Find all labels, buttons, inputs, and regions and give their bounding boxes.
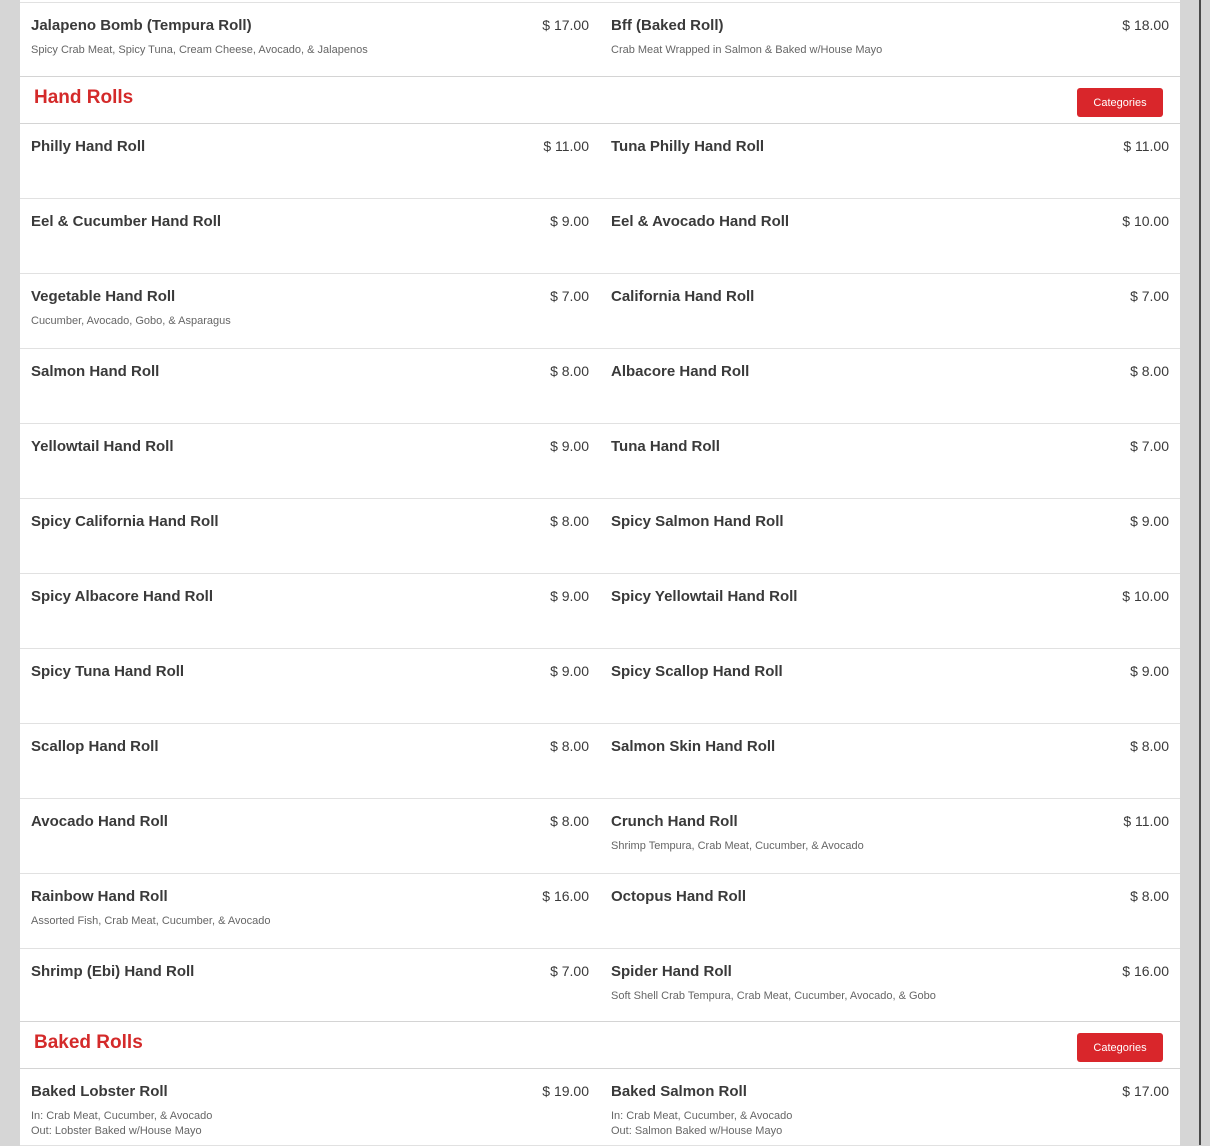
menu-item-price: $ 7.00 bbox=[1130, 438, 1169, 454]
menu-item-price: $ 10.00 bbox=[1122, 213, 1169, 229]
menu-item-name: Jalapeno Bomb (Tempura Roll) bbox=[31, 17, 252, 34]
menu-item[interactable] bbox=[20, 199, 600, 274]
menu-item[interactable] bbox=[20, 349, 600, 424]
hand-rolls-items bbox=[20, 124, 1180, 1024]
menu-item-price: $ 9.00 bbox=[1130, 513, 1169, 529]
menu-item-price: $ 16.00 bbox=[1122, 963, 1169, 979]
menu-item-description bbox=[611, 1109, 792, 1139]
menu-item-name: Vegetable Hand Roll bbox=[31, 288, 176, 305]
menu-item-description bbox=[31, 43, 368, 58]
menu-item[interactable] bbox=[20, 799, 600, 874]
menu-item-name: Baked Salmon Roll bbox=[611, 1083, 747, 1100]
menu-item-name: Salmon Hand Roll bbox=[31, 363, 160, 380]
section-title: Baked Rolls bbox=[34, 1032, 143, 1053]
menu-item[interactable] bbox=[600, 424, 1180, 499]
menu-item[interactable] bbox=[600, 199, 1180, 274]
menu-item[interactable] bbox=[20, 424, 600, 499]
menu-item-description-line: In: Crab Meat, Cucumber, & Avocado bbox=[31, 1110, 213, 1122]
menu-item-price: $ 17.00 bbox=[1122, 1083, 1169, 1099]
menu-item-price: $ 9.00 bbox=[550, 663, 589, 679]
menu-item[interactable] bbox=[600, 1069, 1180, 1146]
menu-item-name: Crunch Hand Roll bbox=[611, 813, 738, 830]
menu-item-description-line: Out: Salmon Baked w/House Mayo bbox=[611, 1125, 783, 1137]
menu-item-price: $ 8.00 bbox=[550, 738, 589, 754]
menu-item-name: Tuna Philly Hand Roll bbox=[611, 138, 765, 155]
menu-item[interactable] bbox=[600, 574, 1180, 649]
menu-item-description bbox=[31, 914, 270, 929]
menu-item[interactable] bbox=[20, 574, 600, 649]
menu-item-name: Spicy Tuna Hand Roll bbox=[31, 663, 185, 680]
menu-item[interactable] bbox=[600, 724, 1180, 799]
categories-button[interactable]: Categories bbox=[1077, 1033, 1163, 1062]
page-edge-divider bbox=[1199, 0, 1201, 1145]
menu-item-price: $ 11.00 bbox=[1123, 138, 1169, 154]
menu-item-price: $ 8.00 bbox=[1130, 363, 1169, 379]
menu-item-price: $ 8.00 bbox=[550, 363, 589, 379]
menu-item-name: California Hand Roll bbox=[611, 288, 755, 305]
menu-item-name: Spicy Yellowtail Hand Roll bbox=[611, 588, 798, 605]
menu-item[interactable] bbox=[20, 874, 600, 949]
menu-item-description-line: Spicy Crab Meat, Spicy Tuna, Cream Cheese, Avocado, & Jalapenos bbox=[31, 44, 368, 56]
menu-item-description-line: In: Crab Meat, Cucumber, & Avocado bbox=[611, 1110, 793, 1122]
menu-item[interactable] bbox=[20, 1069, 600, 1146]
menu-item-name: Bff (Baked Roll) bbox=[611, 17, 724, 34]
menu-item-name: Spicy California Hand Roll bbox=[31, 513, 219, 530]
menu-item-name: Avocado Hand Roll bbox=[31, 813, 168, 830]
menu-item-name: Tuna Hand Roll bbox=[611, 438, 720, 455]
menu-item-description-line: Assorted Fish, Crab Meat, Cucumber, & Avocado bbox=[31, 915, 271, 927]
menu-item-price: $ 16.00 bbox=[542, 888, 589, 904]
hand-rolls-header bbox=[20, 76, 1180, 124]
menu-item-price: $ 8.00 bbox=[550, 813, 589, 829]
menu-item-description-line: Shrimp Tempura, Crab Meat, Cucumber, & Avocado bbox=[611, 840, 864, 852]
menu-item[interactable] bbox=[20, 3, 600, 77]
menu-item[interactable] bbox=[20, 274, 600, 349]
menu-item-price: $ 19.00 bbox=[542, 1083, 589, 1099]
menu-item-description bbox=[611, 989, 936, 1004]
menu-item-price: $ 9.00 bbox=[550, 213, 589, 229]
menu-item-price: $ 7.00 bbox=[1130, 288, 1169, 304]
menu-item-price: $ 9.00 bbox=[550, 588, 589, 604]
menu-item-price: $ 8.00 bbox=[1130, 738, 1169, 754]
menu-item-description bbox=[31, 1109, 212, 1139]
categories-button[interactable]: Categories bbox=[1077, 88, 1163, 117]
baked-rolls-items bbox=[20, 1069, 1180, 1146]
menu-item-name: Salmon Skin Hand Roll bbox=[611, 738, 776, 755]
menu-panel bbox=[20, 0, 1180, 1145]
menu-item-description bbox=[31, 314, 231, 329]
menu-item[interactable] bbox=[600, 874, 1180, 949]
menu-item-name: Philly Hand Roll bbox=[31, 138, 146, 155]
menu-item-description bbox=[611, 43, 882, 58]
menu-item-price: $ 11.00 bbox=[543, 138, 589, 154]
menu-item[interactable] bbox=[600, 499, 1180, 574]
menu-item-name: Rainbow Hand Roll bbox=[31, 888, 168, 905]
menu-item-name: Baked Lobster Roll bbox=[31, 1083, 168, 1100]
menu-item-description-line: Out: Lobster Baked w/House Mayo bbox=[31, 1125, 202, 1137]
menu-item-name: Yellowtail Hand Roll bbox=[31, 438, 174, 455]
menu-item[interactable] bbox=[600, 3, 1180, 77]
menu-item[interactable] bbox=[600, 349, 1180, 424]
menu-item[interactable] bbox=[20, 949, 600, 1024]
baked-rolls-header bbox=[20, 1021, 1180, 1069]
menu-item-name: Spicy Albacore Hand Roll bbox=[31, 588, 213, 605]
menu-item-description-line: Crab Meat Wrapped in Salmon & Baked w/House Mayo bbox=[611, 44, 883, 56]
menu-item[interactable] bbox=[20, 499, 600, 574]
menu-item-name: Eel & Avocado Hand Roll bbox=[611, 213, 790, 230]
menu-item-name: Spicy Salmon Hand Roll bbox=[611, 513, 784, 530]
menu-item[interactable] bbox=[600, 649, 1180, 724]
menu-item-name: Spicy Scallop Hand Roll bbox=[611, 663, 783, 680]
section-title: Hand Rolls bbox=[34, 87, 134, 108]
menu-item-description-line: Cucumber, Avocado, Gobo, & Asparagus bbox=[31, 315, 231, 327]
menu-item-price: $ 11.00 bbox=[1123, 813, 1169, 829]
menu-item-name: Scallop Hand Roll bbox=[31, 738, 159, 755]
menu-item-price: $ 7.00 bbox=[550, 288, 589, 304]
menu-item-name: Albacore Hand Roll bbox=[611, 363, 750, 380]
menu-item[interactable] bbox=[600, 799, 1180, 874]
menu-item-price: $ 9.00 bbox=[1130, 663, 1169, 679]
menu-item-price: $ 17.00 bbox=[542, 17, 589, 33]
menu-item-price: $ 18.00 bbox=[1122, 17, 1169, 33]
menu-item-price: $ 10.00 bbox=[1122, 588, 1169, 604]
menu-item[interactable] bbox=[20, 649, 600, 724]
menu-item-price: $ 7.00 bbox=[550, 963, 589, 979]
menu-item[interactable] bbox=[20, 124, 600, 199]
menu-item-name: Octopus Hand Roll bbox=[611, 888, 746, 905]
menu-item[interactable] bbox=[20, 724, 600, 799]
menu-item-price: $ 8.00 bbox=[550, 513, 589, 529]
menu-item-description-line: Soft Shell Crab Tempura, Crab Meat, Cucumber, Avocado, & Gobo bbox=[611, 990, 936, 1002]
menu-item-price: $ 9.00 bbox=[550, 438, 589, 454]
menu-item[interactable] bbox=[600, 124, 1180, 199]
menu-item-description bbox=[611, 839, 864, 854]
previous-section-items bbox=[20, 2, 1180, 77]
menu-item-name: Spider Hand Roll bbox=[611, 963, 732, 980]
menu-item-name: Eel & Cucumber Hand Roll bbox=[31, 213, 222, 230]
menu-item[interactable] bbox=[600, 949, 1180, 1024]
menu-item[interactable] bbox=[600, 274, 1180, 349]
menu-item-name: Shrimp (Ebi) Hand Roll bbox=[31, 963, 195, 980]
menu-item-price: $ 8.00 bbox=[1130, 888, 1169, 904]
